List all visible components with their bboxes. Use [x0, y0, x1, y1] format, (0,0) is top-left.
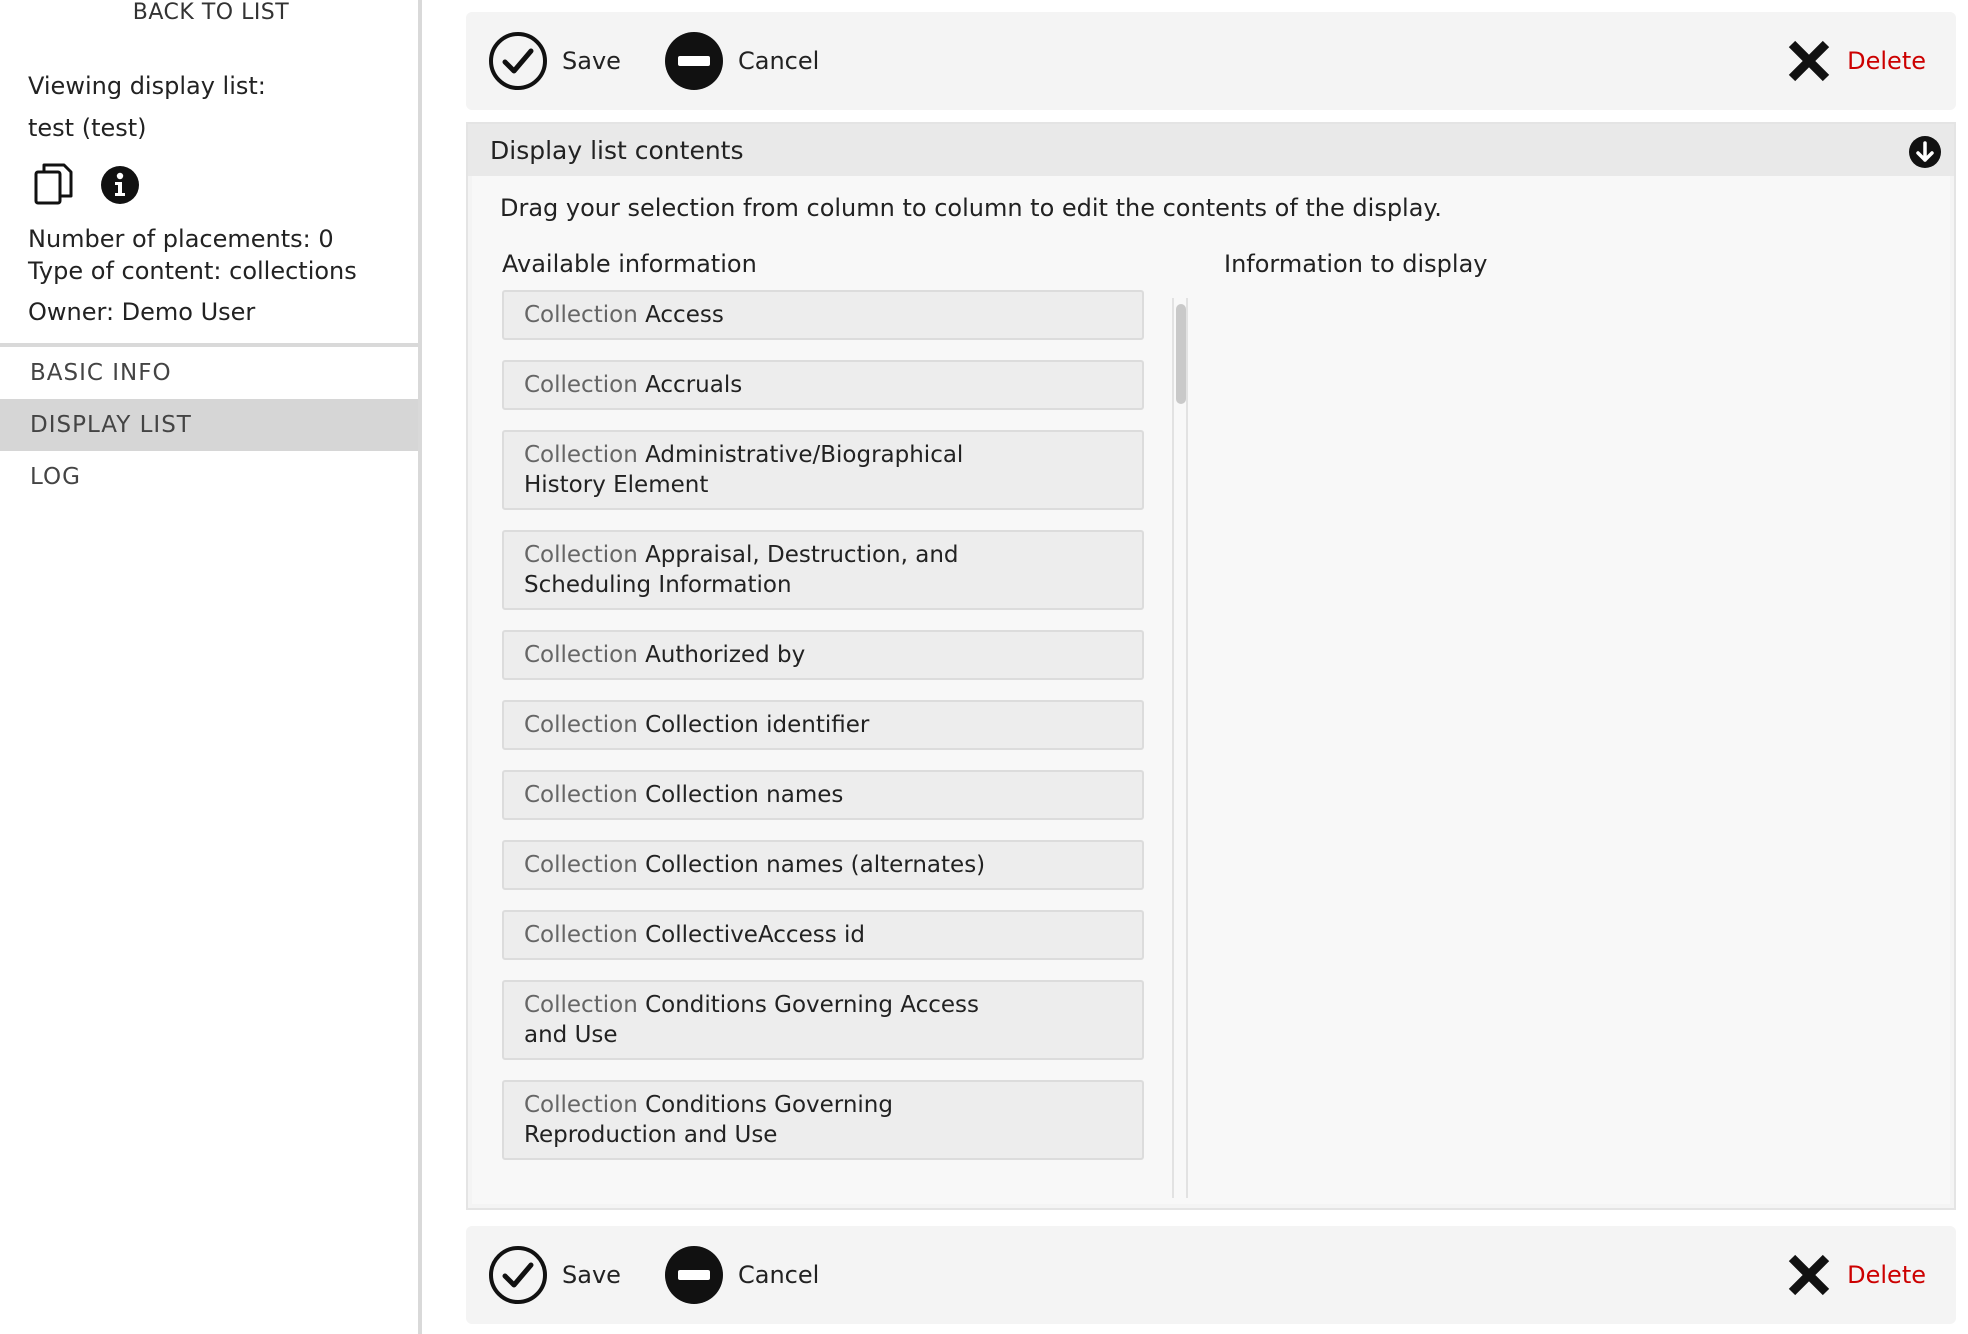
item-field-name: Collection identifier	[645, 712, 870, 738]
scrollbar-thumb[interactable]	[1176, 304, 1186, 404]
item-field-name: Access	[645, 302, 724, 328]
available-info-item[interactable]	[502, 290, 1144, 340]
available-information-heading: Available information	[502, 250, 757, 278]
delete-button[interactable]	[1787, 12, 1926, 110]
cancel-label: Cancel	[738, 47, 820, 75]
available-info-item[interactable]	[502, 360, 1144, 410]
save-button[interactable]	[488, 1226, 621, 1324]
item-type-prefix: Collection	[524, 372, 638, 398]
item-field-name: Conditions Governing Reproduction and Use	[524, 1092, 893, 1148]
item-type-prefix: Collection	[524, 302, 638, 328]
save-label: Save	[562, 47, 621, 75]
available-info-item[interactable]	[502, 1080, 1144, 1160]
cancel-button[interactable]	[664, 1226, 819, 1324]
panel-body	[472, 176, 1950, 1204]
cancel-button[interactable]	[664, 12, 819, 110]
content-type: Type of content: collections	[28, 257, 357, 285]
x-icon	[1787, 1253, 1831, 1297]
item-type-prefix: Collection	[524, 642, 638, 668]
checkmark-circle-icon	[488, 1245, 548, 1305]
list-scrollbar[interactable]	[1172, 298, 1188, 1198]
item-type-prefix: Collection	[524, 712, 638, 738]
available-info-item[interactable]	[502, 700, 1144, 750]
item-type-prefix: Collection	[524, 782, 638, 808]
sidebar	[0, 0, 422, 1334]
info-icon[interactable]	[100, 165, 140, 205]
display-list-panel	[466, 122, 1956, 1210]
item-type-prefix: Collection	[524, 442, 638, 468]
bottom-toolbar	[466, 1226, 1956, 1324]
information-to-display-heading: Information to display	[1224, 250, 1488, 278]
delete-label: Delete	[1847, 1261, 1926, 1289]
item-type-prefix: Collection	[524, 852, 638, 878]
available-information-list[interactable]	[502, 290, 1202, 1198]
item-field-name: Appraisal, Destruction, and Scheduling Information	[524, 542, 959, 598]
item-field-name: CollectiveAccess id	[645, 922, 865, 948]
duplicate-icon[interactable]	[34, 162, 74, 206]
save-button[interactable]	[488, 12, 621, 110]
nav-item-display-list[interactable]: DISPLAY LIST	[0, 399, 418, 451]
available-info-item[interactable]	[502, 630, 1144, 680]
available-info-item[interactable]	[502, 530, 1144, 610]
available-info-item[interactable]	[502, 910, 1144, 960]
item-field-name: Collection names (alternates)	[645, 852, 986, 878]
cancel-label: Cancel	[738, 1261, 820, 1289]
placements-count: Number of placements: 0	[28, 225, 334, 253]
panel-header	[468, 124, 1954, 176]
nav-item-log[interactable]: LOG	[30, 464, 81, 490]
instructions-text: Drag your selection from column to column to edit the contents of the display.	[500, 194, 1442, 222]
delete-label: Delete	[1847, 47, 1926, 75]
owner: Owner: Demo User	[28, 298, 256, 326]
item-field-name: Administrative/Biographical History Element	[524, 442, 964, 498]
item-type-prefix: Collection	[524, 922, 638, 948]
display-list-name: test (test)	[28, 114, 147, 142]
item-type-prefix: Collection	[524, 1092, 638, 1118]
available-info-item[interactable]	[502, 840, 1144, 890]
minus-circle-icon	[664, 1245, 724, 1305]
delete-button[interactable]	[1787, 1226, 1926, 1324]
available-info-item[interactable]	[502, 430, 1144, 510]
item-type-prefix: Collection	[524, 542, 638, 568]
item-field-name: Collection names	[645, 782, 844, 808]
checkmark-circle-icon	[488, 31, 548, 91]
arrow-down-circle-icon[interactable]	[1908, 135, 1942, 169]
back-to-list-link[interactable]: BACK TO LIST	[132, 0, 290, 25]
save-label: Save	[562, 1261, 621, 1289]
item-field-name: Accruals	[645, 372, 743, 398]
available-info-item[interactable]	[502, 980, 1144, 1060]
item-field-name: Authorized by	[645, 642, 806, 668]
panel-title: Display list contents	[490, 136, 744, 165]
viewing-label: Viewing display list:	[28, 72, 266, 100]
information-to-display-dropzone[interactable]	[1212, 290, 1940, 1198]
top-toolbar	[466, 12, 1956, 110]
item-field-name: Conditions Governing Access and Use	[524, 992, 980, 1048]
x-icon	[1787, 39, 1831, 83]
available-info-item[interactable]	[502, 770, 1144, 820]
item-type-prefix: Collection	[524, 992, 638, 1018]
nav-item-basic-info[interactable]: BASIC INFO	[30, 360, 172, 386]
minus-circle-icon	[664, 31, 724, 91]
